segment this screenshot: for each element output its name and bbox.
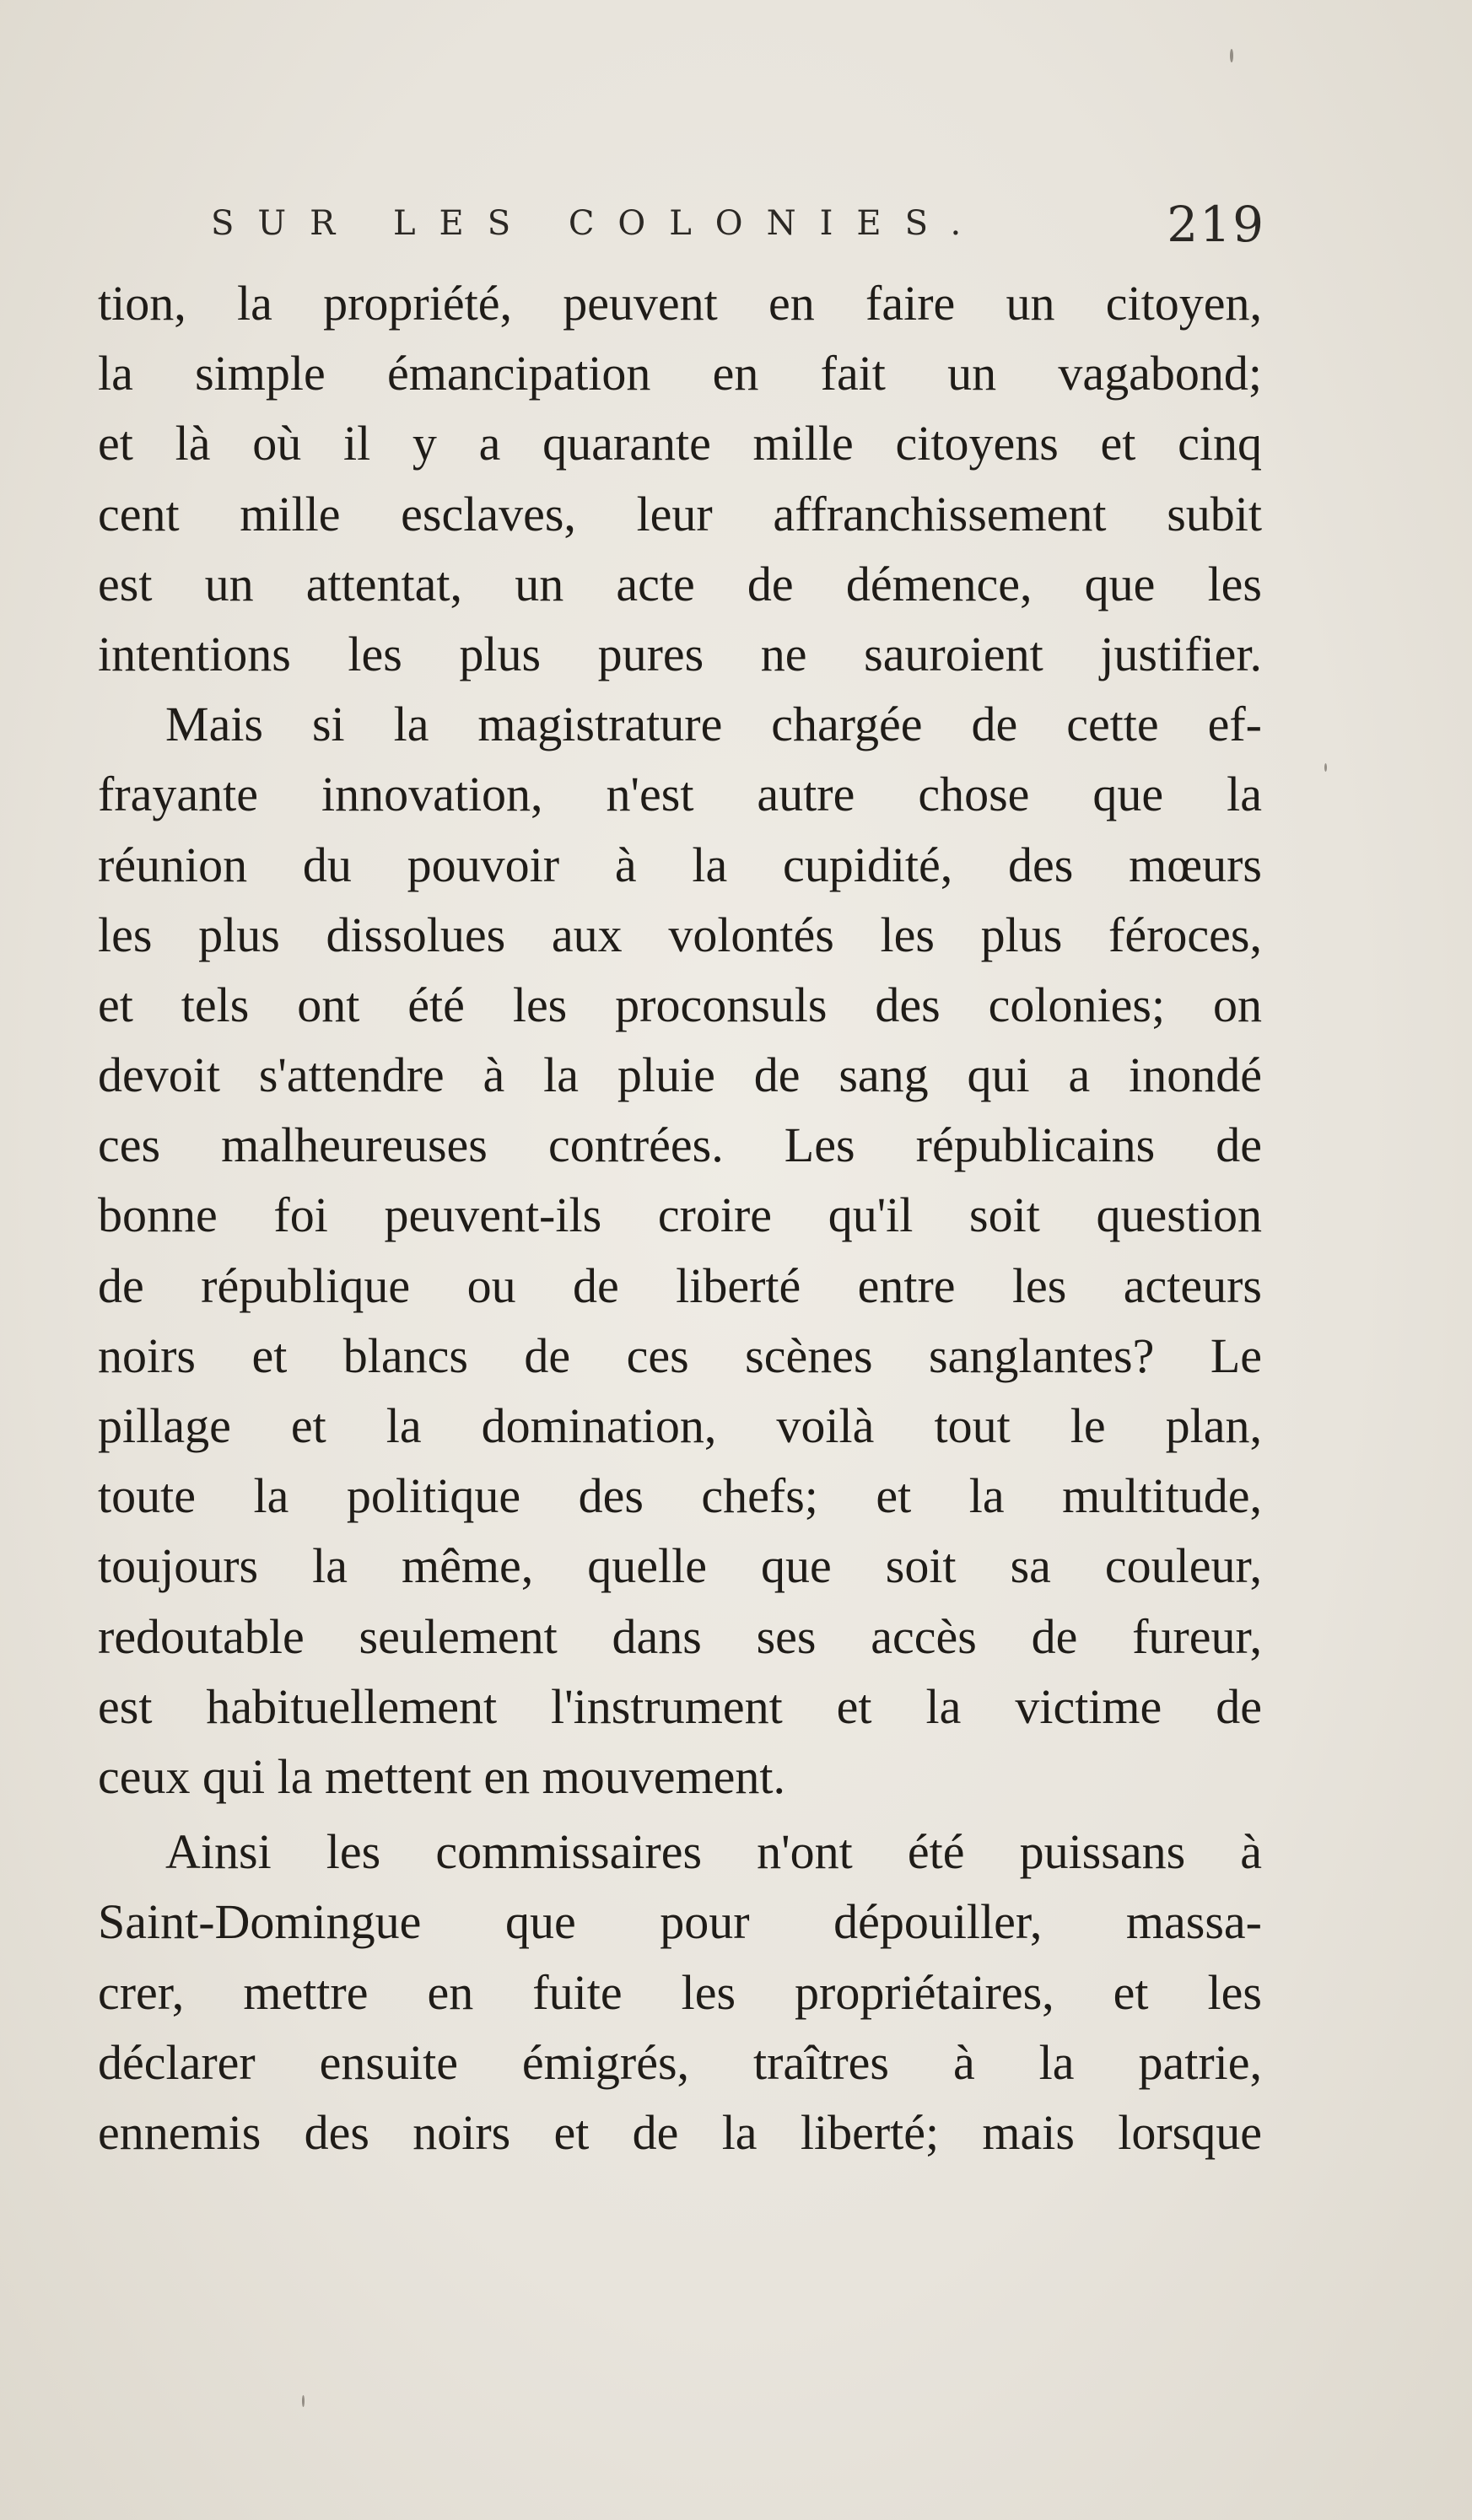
text-line: la simple émancipation en fait un vagabond; — [98, 346, 1262, 401]
text-line: ces malheureuses contrées. Les républicains de — [98, 1117, 1262, 1173]
text-line: cent mille esclaves, leur affranchissement subit — [98, 486, 1262, 541]
text-line: ceux qui la mettent en mouvement. — [98, 1748, 785, 1804]
text-line: toute la politique des chefs; et la multitude, — [98, 1468, 1262, 1524]
running-header — [211, 196, 1265, 255]
text-line: intentions les plus pures ne sauroient justifier. — [98, 626, 1262, 681]
paper-speck — [1324, 763, 1327, 772]
running-title: SUR LES COLONIES. — [211, 204, 985, 243]
text-line: devoit s'attendre à la pluie de sang qui a inondé — [98, 1047, 1262, 1103]
text-line: et là où il y a quarante mille citoyens et cinq — [98, 416, 1262, 471]
text-line: Saint-Domingue que pour dépouiller, massa- — [98, 1894, 1262, 1950]
text-line: noirs et blancs de ces scènes sanglantes? Le — [98, 1327, 1262, 1383]
text-line: les plus dissolues aux volontés les plus féroces, — [98, 907, 1262, 962]
page-number: 219 — [1167, 196, 1265, 253]
text-line: Mais si la magistrature chargée de cette ef- — [165, 697, 1262, 752]
text-line: bonne foi peuvent-ils croire qu'il soit question — [98, 1187, 1262, 1243]
paragraph — [98, 1817, 1262, 2167]
text-line: ennemis des noirs et de la liberté; mais lorsque — [98, 2104, 1262, 2160]
text-line: de république ou de liberté entre les acteurs — [98, 1257, 1262, 1313]
text-line: toujours la même, quelle que soit sa couleur, — [98, 1538, 1262, 1594]
paper-speck — [1230, 49, 1233, 62]
text-line: et tels ont été les proconsuls des colonies; on — [98, 977, 1262, 1032]
text-line: déclarer ensuite émigrés, traîtres à la patrie, — [98, 2034, 1262, 2090]
text-line: pillage et la domination, voilà tout le plan, — [98, 1398, 1262, 1453]
text-line: est habituellement l'instrument et la victime de — [98, 1678, 1262, 1734]
text-line: frayante innovation, n'est autre chose que la — [98, 767, 1262, 822]
paragraph — [98, 268, 1262, 689]
paragraph — [98, 689, 1262, 1812]
text-line: réunion du pouvoir à la cupidité, des mœurs — [98, 837, 1262, 892]
text-line: est un attentat, un acte de démence, que les — [98, 556, 1262, 611]
text-line: redoutable seulement dans ses accès de fureur, — [98, 1608, 1262, 1664]
paper-speck — [302, 2395, 305, 2407]
text-line: crer, mettre en fuite les propriétaires, et les — [98, 1964, 1262, 2020]
body-text — [98, 268, 1262, 2167]
text-line: tion, la propriété, peuvent en faire un citoyen, — [98, 276, 1262, 331]
text-line: Ainsi les commissaires n'ont été puissans à — [165, 1824, 1262, 1880]
